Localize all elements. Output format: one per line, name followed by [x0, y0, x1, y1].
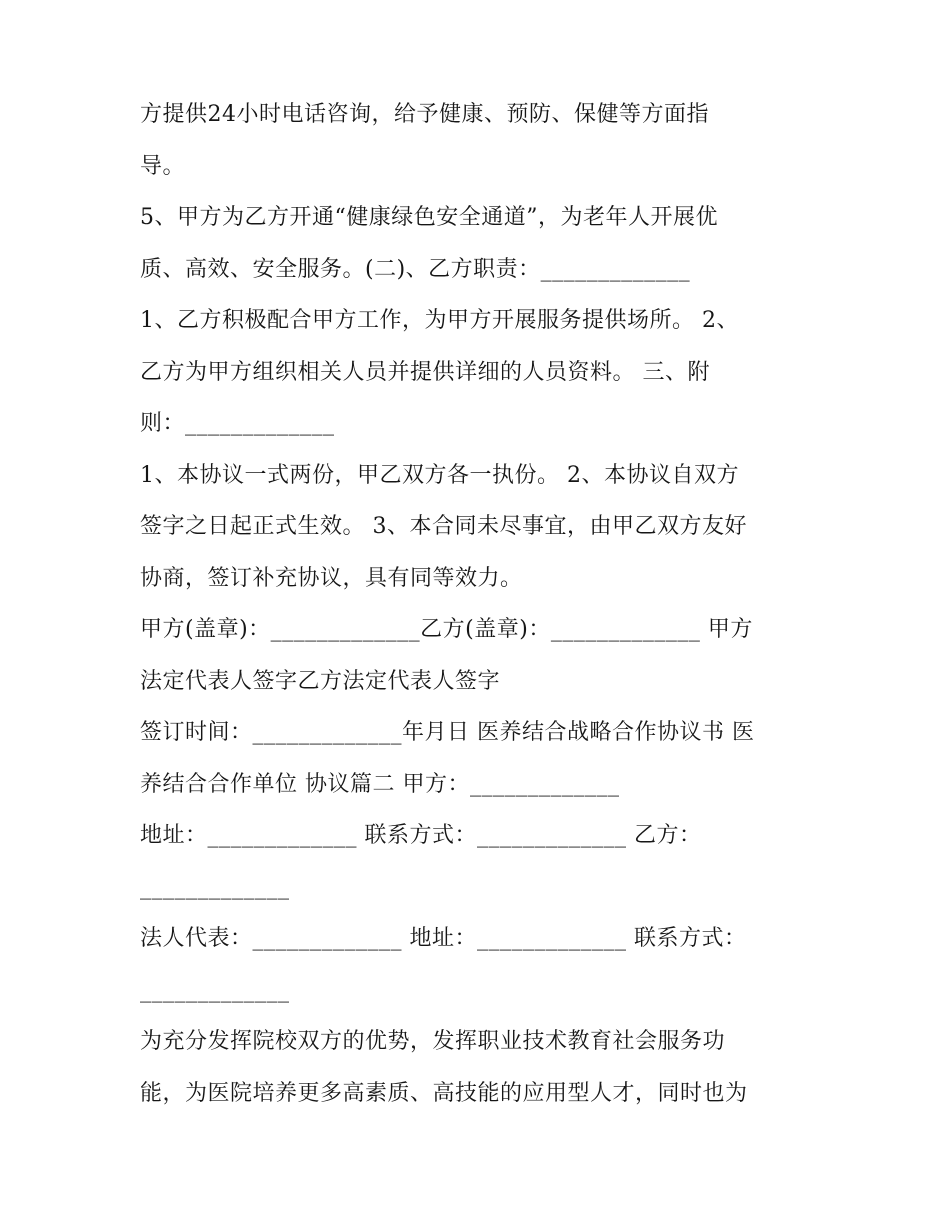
text-line: 1、本协议一式两份，甲乙双方各一执份。 2、本协议自双方	[140, 462, 739, 488]
text-line: 质、高效、安全服务。(二)、乙方职责：_____________	[140, 256, 691, 282]
text-line: 为充分发挥院校双方的优势，发挥职业技术教育社会服务功	[140, 1029, 726, 1054]
text-line: _____________	[140, 874, 290, 900]
text-line: 1、乙方积极配合甲方工作，为甲方开展服务提供场所。 2、	[140, 308, 739, 333]
text-line: 能，为医院培养更多高素质、高技能的应用型人才，同时也为	[140, 1080, 748, 1106]
text-line: 法人代表：_____________ 地址：_____________ 联系方式：	[140, 926, 747, 951]
text-line: 甲方(盖章)：_____________乙方(盖章)：_____________ 甲方	[140, 617, 753, 642]
text-line: 则：_____________	[140, 411, 335, 436]
text-line: 5、甲方为乙方开通“健康绿色安全通道”，为老年人开展优	[140, 205, 718, 230]
text-line: 乙方为甲方组织相关人员并提供详细的人员资料。 三、附	[140, 359, 710, 385]
text-line: 地址：_____________ 联系方式：_____________ 乙方：	[140, 823, 702, 848]
text-line: _____________	[140, 977, 290, 1003]
text-line: 签订时间：_____________年月日 医养结合战略合作协议书 医	[140, 720, 755, 745]
document-body	[140, 89, 820, 1119]
text-line: 签字之日起正式生效。 3、本合同未尽事宜，由甲乙双方友好	[140, 514, 747, 539]
text-line: 法定代表人签字乙方法定代表人签字	[140, 668, 501, 694]
text-line: 导。	[140, 153, 186, 179]
text-line: 养结合合作单位 协议篇二 甲方：_____________	[140, 771, 620, 797]
text-line: 方提供24小时电话咨询，给予健康、预防、保健等方面指	[140, 102, 709, 127]
text-line: 协商，签订补充协议，具有同等效力。	[140, 565, 523, 591]
